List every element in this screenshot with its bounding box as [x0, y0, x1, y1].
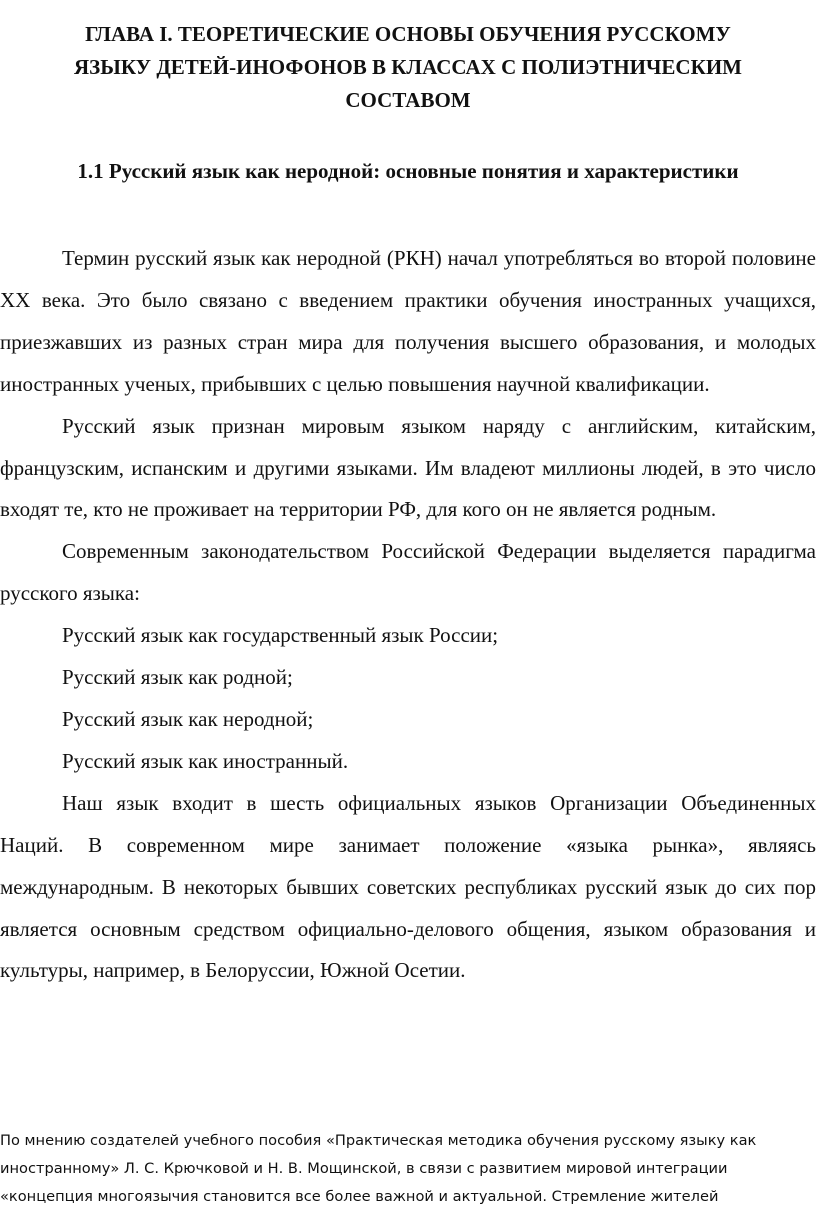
chapter-title	[0, 18, 816, 117]
paradigm-item: Русский язык как иностранный.	[62, 748, 349, 773]
quoted-text-line-3: «концепция многоязычия становится все более важной и актуальной. Стремление жителей	[0, 1188, 719, 1205]
chapter-title-line-3: СОСТАВОМ	[345, 88, 471, 112]
paragraph: Русский язык признан мировым языком наряду с английским, китайским, французским, испанским и другими языками. Им владеют миллионы людей, в это число входят те, кто не проживает на территории РФ, для кого он не является родным.	[0, 413, 816, 522]
paragraph: Современным законодательством Российской Федерации выделяется парадигма русского языка:	[0, 539, 816, 606]
chapter-title-line-2: ЯЗЫКУ ДЕТЕЙ-ИНОФОНОВ В КЛАССАХ С ПОЛИЭТНИЧЕСКИМ	[74, 55, 742, 79]
paradigm-item: Русский язык как государственный язык России;	[62, 623, 499, 648]
quoted-text-line-2: иностранному» Л. С. Крючковой и Н. В. Мощинской, в связи с развитием мировой интеграции	[0, 1160, 728, 1177]
section-title: 1.1 Русский язык как неродной: основные понятия и характеристики	[77, 159, 739, 183]
chapter-title-line-1: ГЛАВА I. ТЕОРЕТИЧЕСКИЕ ОСНОВЫ ОБУЧЕНИЯ РУССКОМУ	[85, 22, 731, 46]
paragraph: Наш язык входит в шесть официальных языков Организации Объединенных Наций. В современном мире занимает положение «языка рынка», являясь международным. В некоторых бывших советских республиках русский язык до сих пор является основным средством официально-делового общения, языком образования и культуры, например, в Белоруссии, Южной Осетии.	[0, 790, 816, 983]
body-text	[0, 238, 816, 992]
paradigm-item: Русский язык как родной;	[62, 665, 293, 690]
paradigm-item: Русский язык как неродной;	[62, 706, 314, 731]
paragraph: Термин русский язык как неродной (РКН) начал употребляться во второй половине XX века. Это было связано с введением практики обучения иностранных учащихся, приезжавших из разных стран мира для получения высшего образования, и молодых иностранных ученых, прибывших с целью повышения научной квалификации.	[0, 246, 816, 396]
quoted-text-block	[0, 1127, 816, 1211]
quoted-text-line-1: По мнению создателей учебного пособия «Практическая методика обучения русскому языку как	[0, 1132, 757, 1149]
